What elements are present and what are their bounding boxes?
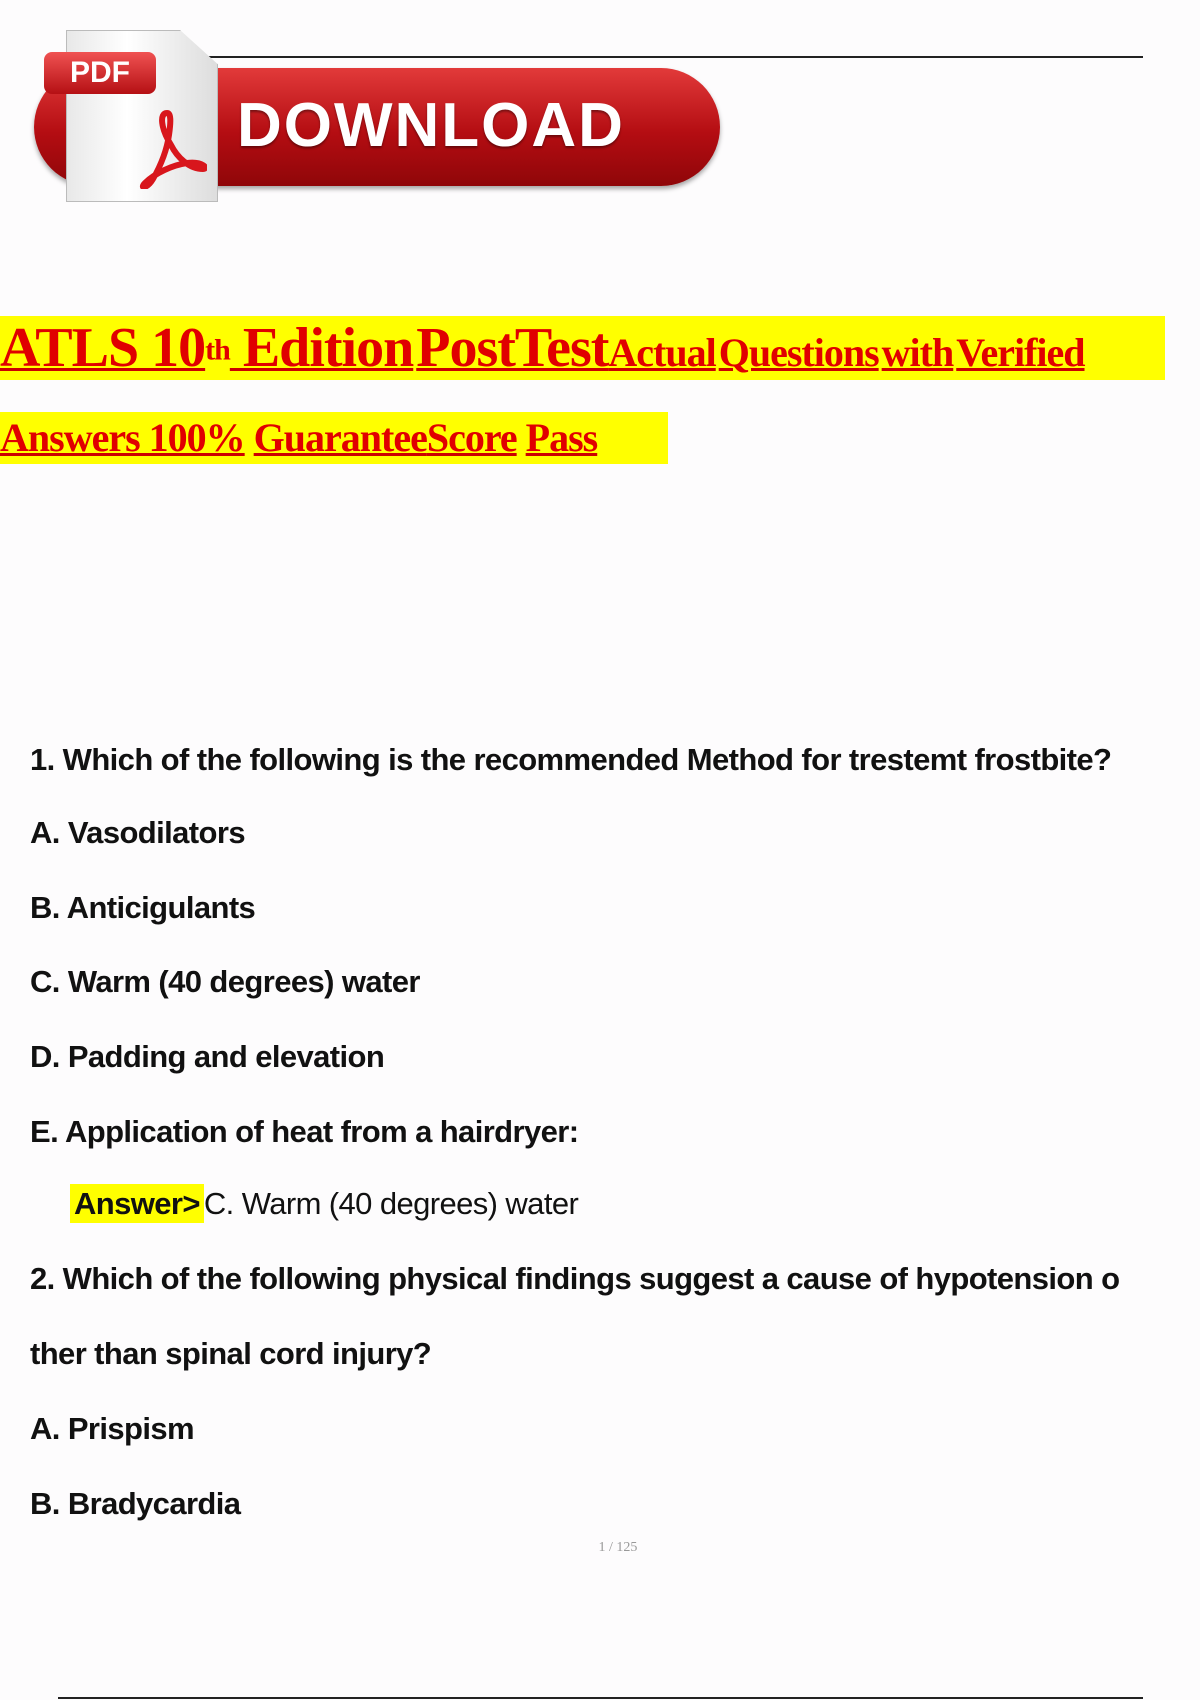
footer-rule bbox=[58, 1697, 1143, 1699]
document-title-line-1 bbox=[0, 316, 1165, 380]
page-number: 1 / 125 bbox=[598, 1540, 638, 1555]
question-2-line-1: 2. Which of the following physical findings suggest a cause of hypotension o bbox=[30, 1261, 1120, 1296]
q2-option-a: A. Prispism bbox=[30, 1411, 194, 1446]
title-with: with bbox=[881, 330, 954, 375]
title-answers: Answers 100% bbox=[0, 415, 245, 460]
title-verified: Verified bbox=[956, 330, 1085, 375]
document-title-line-2 bbox=[0, 412, 668, 464]
download-label: DOWNLOAD bbox=[237, 91, 625, 160]
q1-option-c: C. Warm (40 degrees) water bbox=[30, 964, 420, 999]
title-posttest: PostTest bbox=[416, 317, 609, 379]
title-atls: ATLS 10 bbox=[0, 317, 206, 379]
title-edition: Edition bbox=[229, 317, 414, 379]
q1-option-d: D. Padding and elevation bbox=[30, 1039, 385, 1074]
answer-text: C. Warm (40 degrees) water bbox=[203, 1186, 579, 1221]
q1-option-e: E. Application of heat from a hairdryer: bbox=[30, 1114, 579, 1149]
title-superscript: th bbox=[205, 333, 230, 367]
pdf-download-logo[interactable] bbox=[32, 30, 722, 205]
question-2-line-2: ther than spinal cord injury? bbox=[30, 1336, 432, 1371]
q1-option-a: A. Vasodilators bbox=[30, 815, 245, 850]
answer-label: Answer> bbox=[70, 1184, 204, 1223]
title-pass: Pass bbox=[525, 415, 598, 460]
q1-answer bbox=[70, 1186, 578, 1222]
title-guarantee: Guarantee bbox=[253, 415, 427, 460]
title-actual: Actual bbox=[608, 330, 716, 375]
q1-option-b: B. Anticigulants bbox=[30, 890, 256, 925]
q2-option-b: B. Bradycardia bbox=[30, 1486, 241, 1521]
title-questions: Questions bbox=[718, 330, 879, 375]
title-score: Score bbox=[426, 415, 517, 460]
question-1: 1. Which of the following is the recommended Method for trestemt frostbite? bbox=[30, 742, 1112, 777]
pdf-badge: PDF bbox=[44, 52, 156, 94]
acrobat-icon bbox=[137, 109, 207, 189]
